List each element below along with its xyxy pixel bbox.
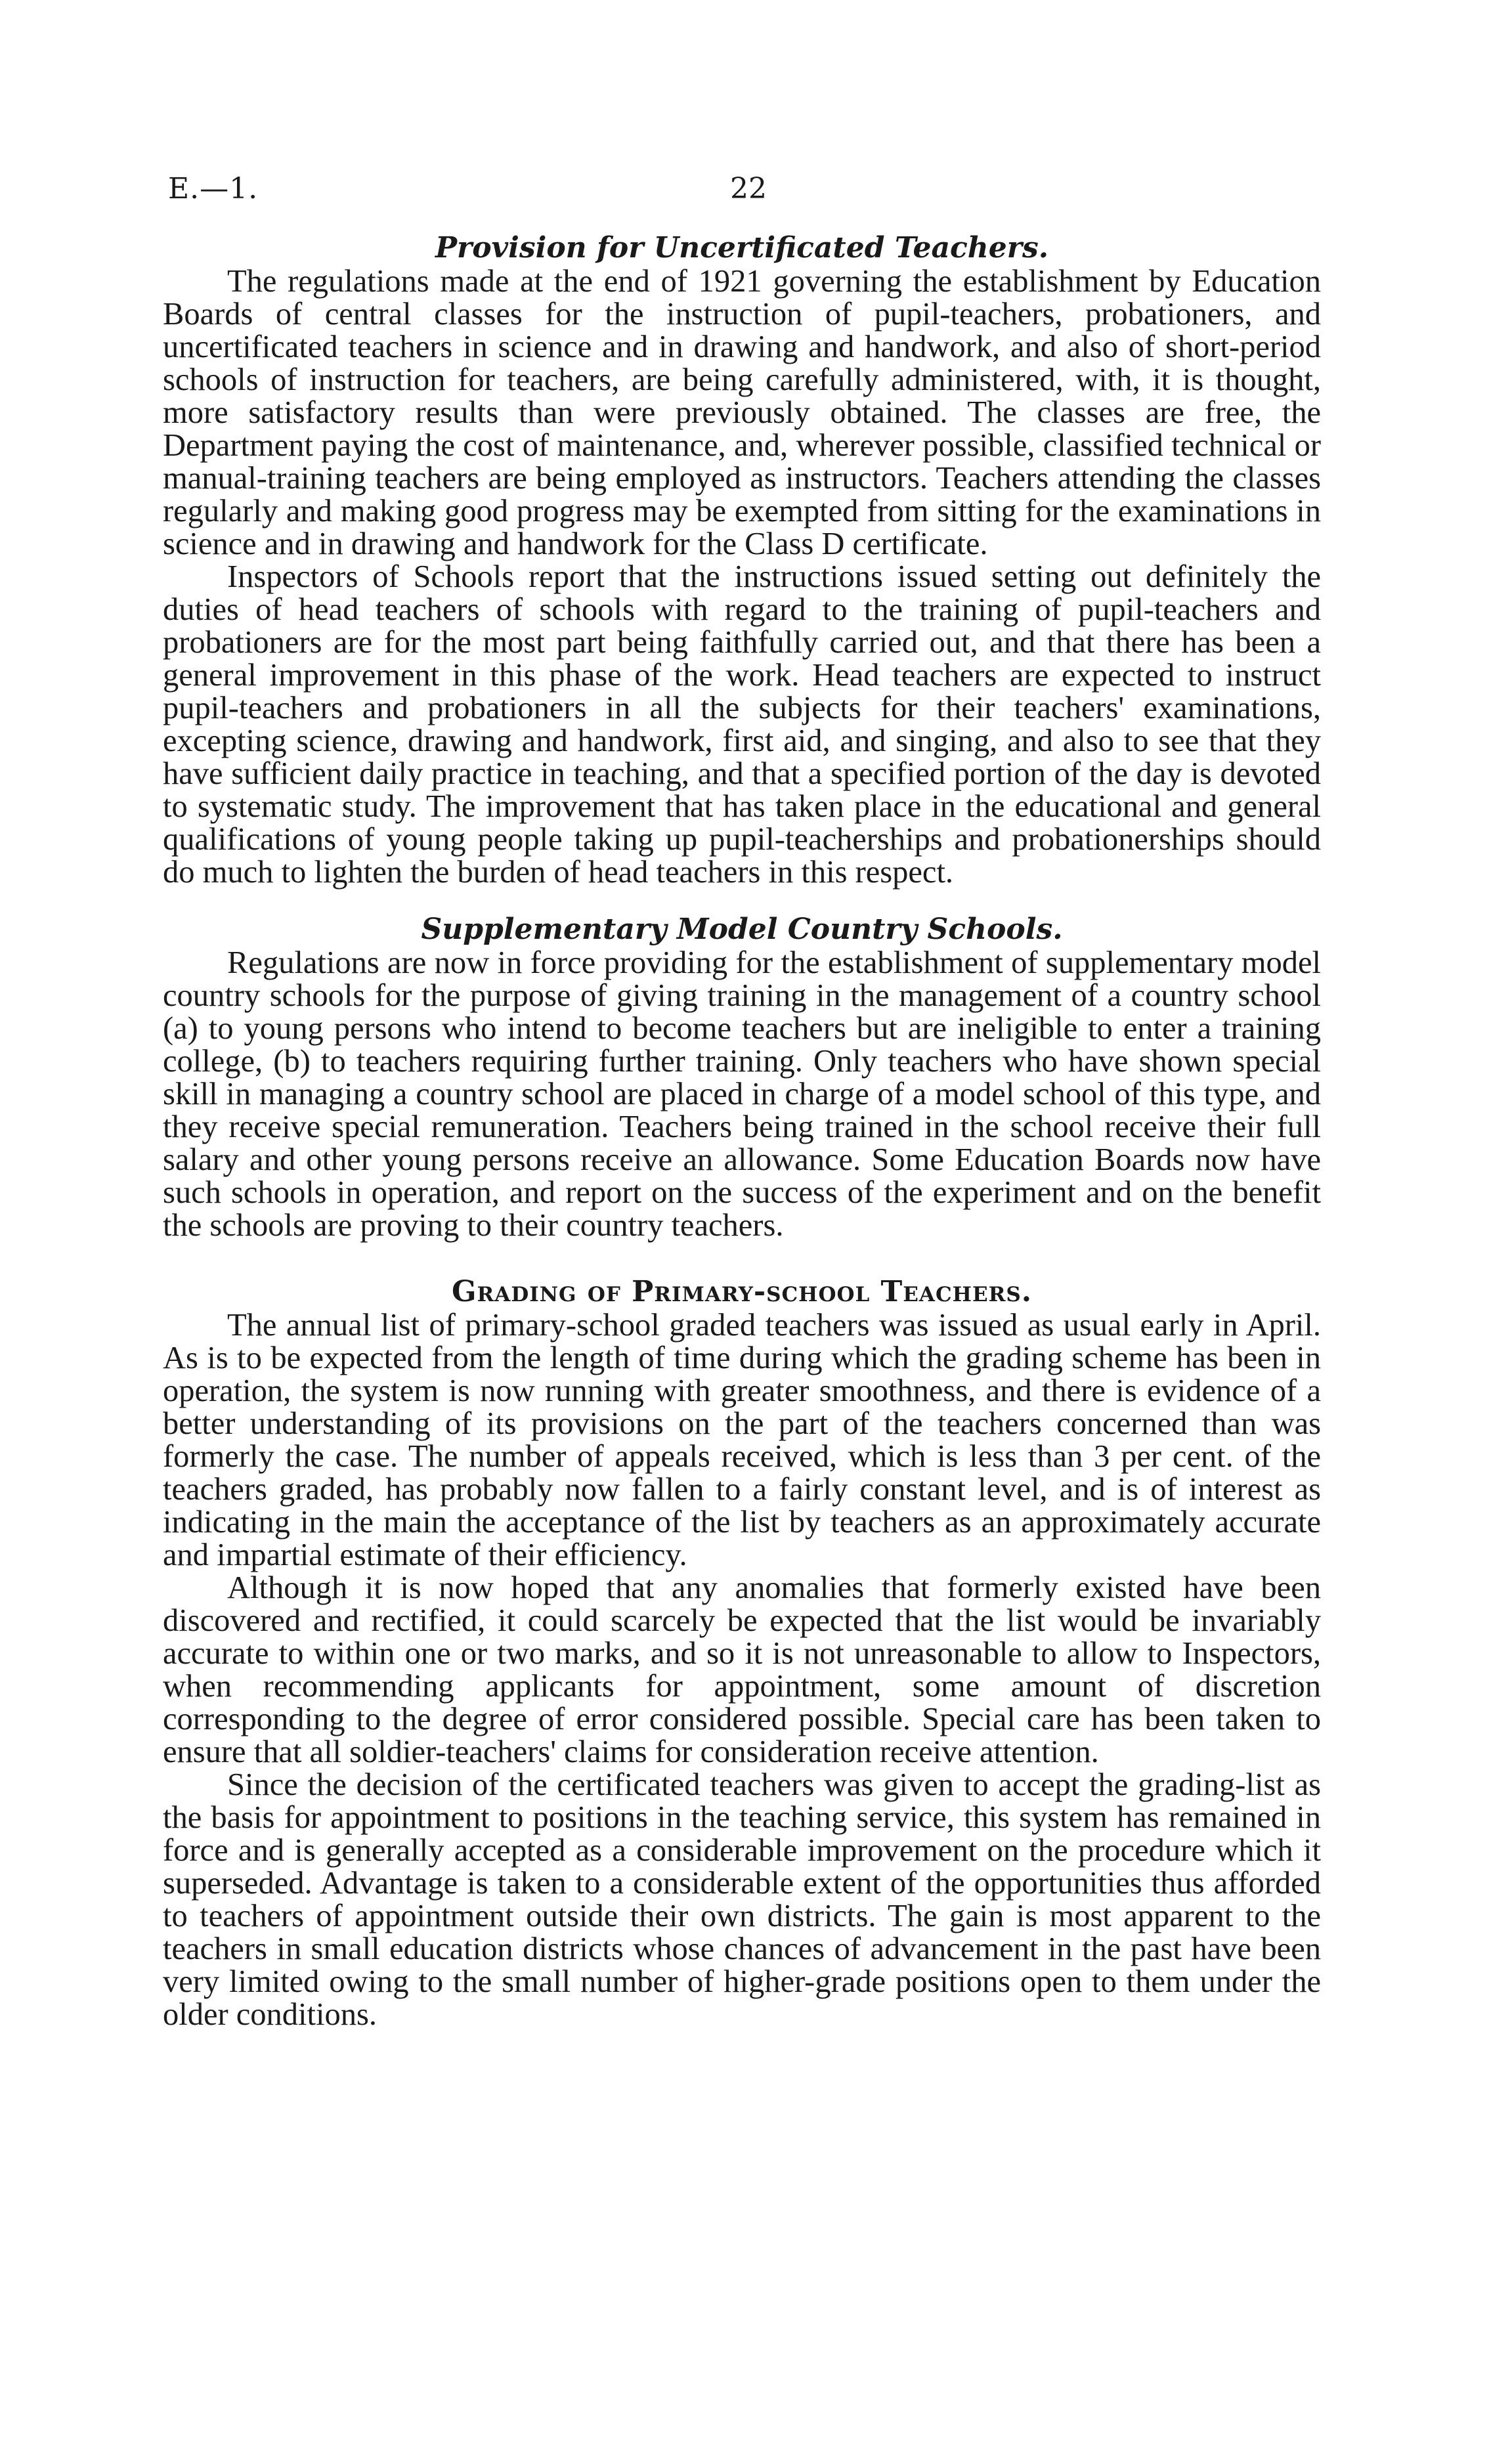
- section-heading: Provision for Uncertificated Teachers.: [435, 231, 1049, 265]
- page-number: 22: [730, 172, 767, 205]
- paragraph: Although it is now hoped that any anomalies that formerly existed have been discovered and rectified, it could scarcely be expected that the list would be invariably accurate to within one or two marks, and so it is not unreasonable to allow to Inspectors, when recommending applicants for appointment, some amount of discretion corresponding to the degree of error considered possible. Special care has been taken to ensure that all soldier-teachers' claims for consideration receive attention.: [163, 1570, 1321, 1769]
- paragraph: Since the decision of the certificated teachers was given to accept the grading-list as the basis for appointment to positions in the teaching service, this system has remained in force and is generally accepted as a considerable improvement on the procedure which it superseded. Advantage is taken to a considerable extent of the opportunities thus afforded to teachers of appointment outside their own districts. The gain is most apparent to the teachers in small education districts whose chances of advancement in the past have been very limited owing to the small number of higher-grade positions open to them under the older conditions.: [163, 1767, 1321, 2032]
- section-grading-teachers: [163, 1275, 1321, 2031]
- document-body: [163, 231, 1321, 2031]
- paragraph: Regulations are now in force providing for the establishment of supplementary model country schools for the purpose of giving training in the management of a country school (a) to young persons who intend to become teachers but are ineligible to enter a training college, (b) to teachers requiring further training. Only teachers who have shown special skill in managing a country school are placed in charge of a model school of this type, and they receive special remuneration. Teachers being trained in the school receive their full salary and other young persons receive an allowance. Some Education Boards now have such schools in operation, and report on the success of the experiment and on the benefit the schools are proving to their country teachers.: [163, 945, 1321, 1243]
- paragraph: The annual list of primary-school graded teachers was issued as usual early in April. As is to be expected from the length of time during which the grading scheme has been in operation, the system is now running with greater smoothness, and there is evidence of a better understanding of its provisions on the part of the teachers concerned than was formerly the case. The number of appeals received, which is less than 3 per cent. of the teachers graded, has probably now fallen to a fairly constant level, and is of interest as indicating in the main the acceptance of the list by teachers as an approximately accurate and impartial estimate of their efficiency.: [163, 1308, 1321, 1572]
- section-uncertificated-teachers: [163, 231, 1321, 889]
- section-heading: Grading of Primary-school Teachers.: [451, 1275, 1033, 1308]
- paragraph: The regulations made at the end of 1921 governing the establishment by Education Boards of central classes for the instruction of pupil-teachers, probationers, and uncertificated teachers in science and in drawing and handwork, and also of short-period schools of instruction for teachers, are being carefully administered, with, it is thought, more satisfactory results than were previously obtained. The classes are free, the Department paying the cost of maintenance, and, wherever possible, classified technical or manual-training teachers are being employed as instructors. Teachers attending the classes regularly and making good progress may be exempted from sitting for the examinations in science and in drawing and handwork for the Class D certificate.: [163, 264, 1321, 561]
- document-reference: E.—1.: [168, 172, 259, 205]
- section-heading: Supplementary Model Country Schools.: [421, 913, 1063, 946]
- paragraph: Inspectors of Schools report that the instructions issued setting out definitely the duties of head teachers of schools with regard to the training of pupil-teachers and probationers are for the most part being faithfully carried out, and that there has been a general improvement in this phase of the work. Head teachers are expected to instruct pupil-teachers and probationers in all the subjects for their teachers' examinations, excepting science, drawing and handwork, first aid, and singing, and also to see that they have sufficient daily practice in teaching, and that a specified portion of the day is devoted to systematic study. The improvement that has taken place in the educational and general qualifications of young people taking up pupil-teacherships and probationerships should do much to lighten the burden of head teachers in this respect.: [163, 559, 1321, 890]
- section-model-country-schools: [163, 913, 1321, 1242]
